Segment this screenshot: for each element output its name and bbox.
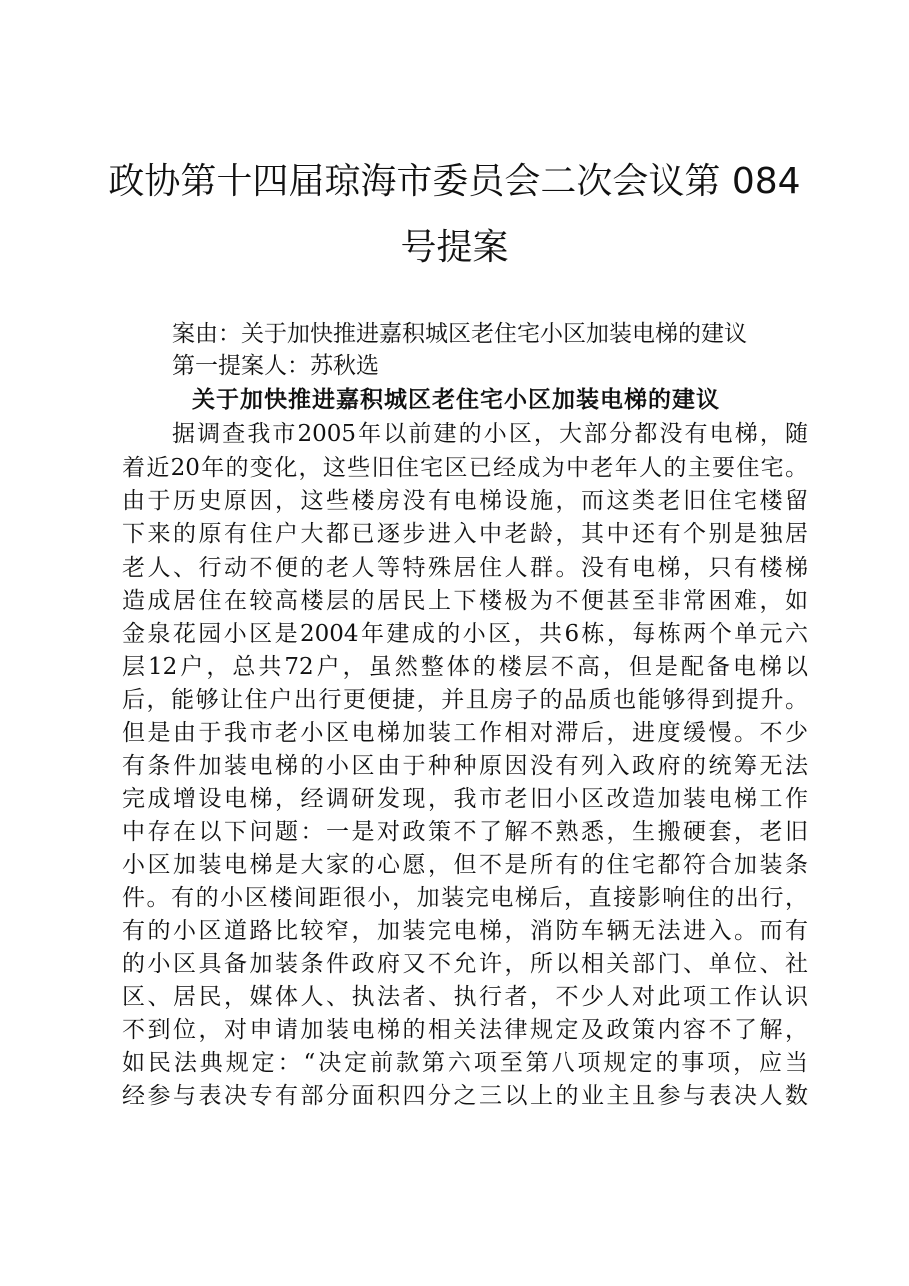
body-line: 着近20年的变化，这些旧住宅区已经成为中老年人的主要住宅。 [122, 455, 808, 481]
body-line: 造成居住在较高楼层的居民上下楼极为不便甚至非常困难，如 [122, 588, 808, 614]
proposal-subheading: 关于加快推进嘉积城区老住宅小区加装电梯的建议 [192, 386, 720, 413]
first-proposer: 第一提案人：苏秋选 [172, 353, 379, 379]
body-line: 不到位，对申请加装电梯的相关法律规定及政策内容不了解， [122, 1017, 808, 1043]
body-line: 有的小区道路比较窄，加装完电梯，消防车辆无法进入。而有 [122, 918, 808, 944]
body-line: 件。有的小区楼间距很小，加装完电梯后，直接影响住的出行， [122, 885, 808, 911]
body-line: 有条件加装电梯的小区由于种种原因没有列入政府的统筹无法 [122, 753, 808, 779]
body-line: 据调查我市2005年以前建的小区，大部分都没有电梯，随 [172, 421, 808, 447]
body-line: 老人、行动不便的老人等特殊居住人群。没有电梯，只有楼梯 [122, 555, 808, 581]
body-line: 经参与表决专有部分面积四分之三以上的业主且参与表决人数 [122, 1083, 808, 1109]
body-line: 下来的原有住户大都已逐步进入中老龄，其中还有个别是独居 [122, 521, 808, 547]
body-line: 完成增设电梯，经调研发现，我市老旧小区改造加装电梯工作 [122, 786, 808, 812]
case-reason: 案由：关于加快推进嘉积城区老住宅小区加装电梯的建议 [172, 321, 747, 347]
body-line: 层12户，总共72户，虽然整体的楼层不高，但是配备电梯以 [122, 654, 808, 680]
body-line: 如民法典规定：“决定前款第六项至第八项规定的事项，应当 [122, 1050, 808, 1076]
body-line: 区、居民，媒体人、执法者、执行者，不少人对此项工作认识 [122, 984, 808, 1010]
document-title-line-2: 号提案 [400, 227, 509, 268]
body-line: 后，能够让住户出行更便捷，并且房子的品质也能够得到提升。 [122, 687, 808, 713]
body-line: 小区加装电梯是大家的心愿，但不是所有的住宅都符合加装条 [122, 852, 808, 878]
body-line: 金泉花园小区是2004年建成的小区，共6栋，每栋两个单元六 [122, 621, 808, 647]
document-title-line-1: 政协第十四届琼海市委员会二次会议第 084 [108, 161, 801, 202]
body-line: 的小区具备加装条件政府又不允许，所以相关部门、单位、社 [122, 951, 808, 977]
body-line: 中存在以下问题：一是对政策不了解不熟悉，生搬硬套，老旧 [122, 819, 808, 845]
body-line: 但是由于我市老小区电梯加装工作相对滞后，进度缓慢。不少 [122, 720, 808, 746]
body-line: 由于历史原因，这些楼房没有电梯设施，而这类老旧住宅楼留 [122, 488, 808, 514]
